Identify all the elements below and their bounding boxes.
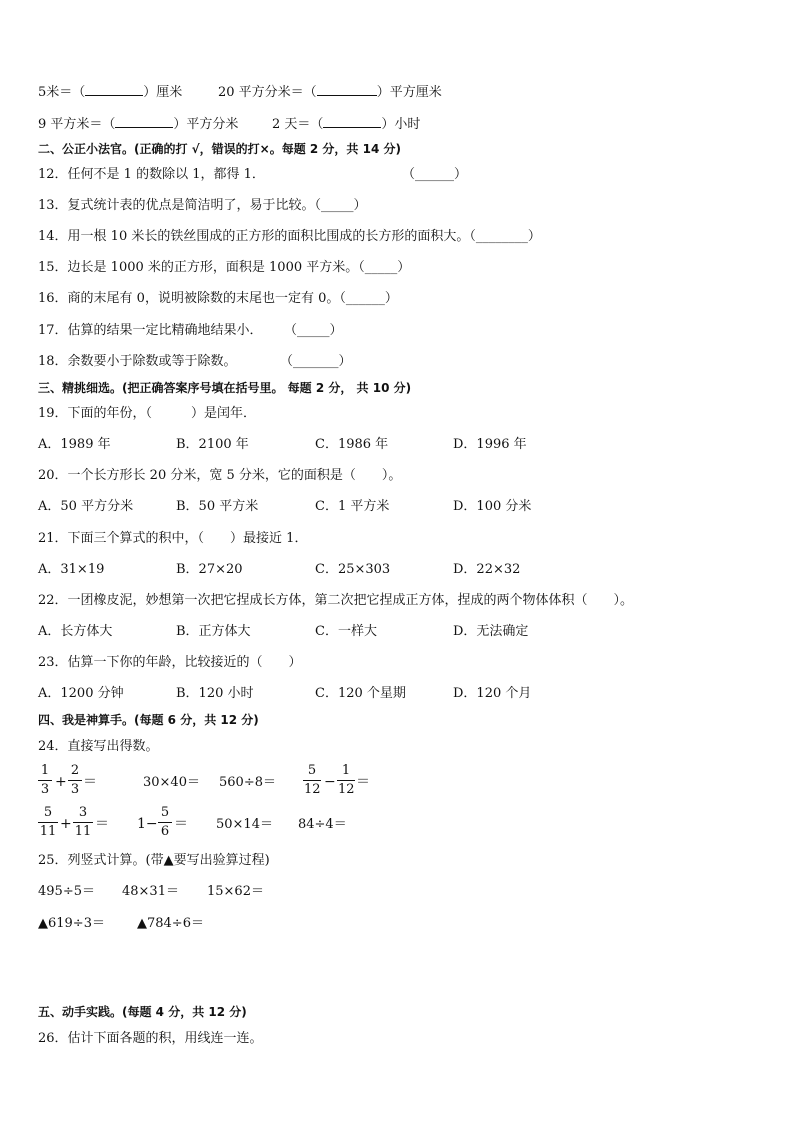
option-d[interactable]: D．120 个月 bbox=[453, 686, 532, 701]
answer-blank[interactable] bbox=[115, 115, 173, 128]
fraction bbox=[38, 805, 58, 840]
answer-bracket[interactable]: （_______） bbox=[280, 354, 352, 369]
operator: + bbox=[55, 774, 67, 790]
fraction-bar bbox=[158, 822, 172, 823]
fraction bbox=[68, 763, 82, 798]
option-a[interactable]: A．长方体大 bbox=[38, 624, 113, 639]
conversion-row-1b bbox=[218, 83, 442, 101]
option-c[interactable]: C．1 平方米 bbox=[315, 499, 390, 514]
vertical-calc: 48×31＝ bbox=[122, 884, 179, 899]
equals: ＝ bbox=[83, 774, 97, 790]
equals: ＝ bbox=[174, 816, 188, 832]
question-25: 25．列竖式计算。(带▲要写出验算过程) bbox=[38, 853, 270, 868]
option-b[interactable]: B．120 小时 bbox=[176, 686, 254, 701]
oral-expression: 84÷4＝ bbox=[298, 817, 347, 832]
question-23: 23．估算一下你的年龄，比较接近的（ ） bbox=[38, 655, 302, 670]
denominator: 6 bbox=[160, 824, 170, 839]
conversion-row-1 bbox=[38, 83, 182, 101]
option-d[interactable]: D．100 分米 bbox=[453, 499, 532, 514]
numerator: 5 bbox=[43, 805, 53, 820]
conversion-unit: ）小时 bbox=[381, 117, 421, 132]
option-c[interactable]: C．25×303 bbox=[315, 562, 391, 577]
equals: ＝ bbox=[356, 774, 370, 790]
option-b[interactable]: B．50 平方米 bbox=[176, 499, 259, 514]
fraction bbox=[73, 805, 93, 840]
option-a[interactable]: A．1989 年 bbox=[38, 437, 111, 452]
fraction-bar bbox=[337, 780, 355, 781]
denominator: 12 bbox=[338, 782, 355, 797]
question-21: 21．下面三个算式的积中，（ ）最接近 1． bbox=[38, 531, 308, 546]
option-c[interactable]: C．一样大 bbox=[315, 624, 377, 639]
denominator: 3 bbox=[40, 782, 50, 797]
option-a[interactable]: A．31×19 bbox=[38, 562, 105, 577]
fraction bbox=[158, 805, 172, 840]
numerator: 2 bbox=[70, 763, 80, 778]
question-24: 24．直接写出得数。 bbox=[38, 739, 159, 754]
section-4-heading: 四、我是神算手。(每题 6 分，共 12 分) bbox=[38, 713, 259, 727]
fraction-bar bbox=[38, 822, 58, 823]
answer-blank[interactable] bbox=[323, 115, 381, 128]
fraction-bar bbox=[303, 780, 321, 781]
vertical-calc-check: ▲619÷3＝ bbox=[38, 916, 105, 931]
option-b[interactable]: B．27×20 bbox=[176, 562, 243, 577]
conversion-row-2b bbox=[272, 115, 420, 133]
numerator: 1 bbox=[341, 763, 351, 778]
section-3-heading: 三、精挑细选。(把正确答案序号填在括号里。 每题 2 分， 共 10 分) bbox=[38, 381, 412, 395]
conversion-label: 20 平方分米＝（ bbox=[218, 85, 317, 100]
fraction bbox=[38, 763, 52, 798]
section-2-heading: 二、公正小法官。(正确的打 √，错误的打×。每题 2 分，共 14 分) bbox=[38, 142, 401, 156]
conversion-unit: ）厘米 bbox=[143, 85, 183, 100]
vertical-calc: 495÷5＝ bbox=[38, 884, 95, 899]
answer-bracket[interactable]: （_____） bbox=[314, 198, 367, 213]
option-b[interactable]: B．2100 年 bbox=[176, 437, 249, 452]
question-12: 12．任何不是 1 的数除以 1，都得 1． bbox=[38, 167, 265, 182]
conversion-unit: ）平方厘米 bbox=[376, 85, 442, 100]
question-22: 22．一团橡皮泥，妙想第一次把它捏成长方体，第二次把它捏成正方体，捏成的两个物体体积（ ）。 bbox=[38, 593, 634, 608]
numerator: 5 bbox=[307, 763, 317, 778]
option-a[interactable]: A．1200 分钟 bbox=[38, 686, 124, 701]
oral-expression: 1− bbox=[137, 816, 158, 832]
answer-bracket[interactable]: （_____） bbox=[284, 323, 343, 338]
conversion-unit: ）平方分米 bbox=[173, 117, 239, 132]
conversion-label: 2 天＝（ bbox=[272, 117, 324, 132]
numerator: 5 bbox=[160, 805, 170, 820]
question-16 bbox=[38, 291, 398, 307]
fraction-bar bbox=[38, 780, 52, 781]
conversion-label: 5米＝（ bbox=[38, 85, 86, 100]
vertical-calc: 15×62＝ bbox=[207, 884, 264, 899]
conversion-label: 9 平方米＝（ bbox=[38, 117, 116, 132]
question-text: 15．边长是 1000 米的正方形，面积是 1000 平方米。 bbox=[38, 260, 359, 275]
numerator: 1 bbox=[40, 763, 50, 778]
option-d[interactable]: D．22×32 bbox=[453, 562, 521, 577]
oral-expression: 30×40＝ bbox=[143, 775, 200, 790]
equals: ＝ bbox=[95, 816, 109, 832]
option-d[interactable]: D．无法确定 bbox=[453, 624, 529, 639]
question-text: 16．商的末尾有 0，说明被除数的末尾也一定有 0。 bbox=[38, 291, 340, 306]
question-text: 13．复式统计表的优点是简洁明了，易于比较。 bbox=[38, 198, 315, 213]
operator: + bbox=[60, 816, 72, 832]
question-19: 19．下面的年份，（ ）是闰年． bbox=[38, 406, 257, 421]
option-c[interactable]: C．1986 年 bbox=[315, 437, 389, 452]
option-c[interactable]: C．120 个星期 bbox=[315, 686, 406, 701]
numerator: 3 bbox=[78, 805, 88, 820]
fraction-bar bbox=[73, 822, 93, 823]
fraction bbox=[337, 763, 355, 798]
option-a[interactable]: A．50 平方分米 bbox=[38, 499, 134, 514]
answer-bracket[interactable]: （______） bbox=[402, 167, 468, 182]
denominator: 11 bbox=[74, 824, 92, 839]
question-17: 17．估算的结果一定比精确地结果小． bbox=[38, 323, 263, 338]
vertical-calc-check: ▲784÷6＝ bbox=[137, 916, 204, 931]
question-15 bbox=[38, 260, 410, 276]
answer-bracket[interactable]: （_____） bbox=[358, 260, 411, 275]
answer-blank[interactable] bbox=[317, 83, 377, 96]
option-d[interactable]: D．1996 年 bbox=[453, 437, 527, 452]
option-b[interactable]: B．正方体大 bbox=[176, 624, 251, 639]
operator: − bbox=[324, 774, 336, 790]
question-13 bbox=[38, 198, 367, 214]
oral-expression: 560÷8＝ bbox=[219, 775, 276, 790]
question-26: 26．估计下面各题的积，用线连一连。 bbox=[38, 1031, 263, 1046]
question-18: 18．余数要小于除数或等于除数。 bbox=[38, 354, 237, 369]
answer-bracket[interactable]: （______） bbox=[339, 291, 398, 306]
conversion-row-2 bbox=[38, 115, 238, 133]
oral-expression: 50×14＝ bbox=[216, 817, 273, 832]
question-14 bbox=[38, 229, 541, 245]
question-text: 14．用一根 10 米长的铁丝围成的正方形的面积比围成的长方形的面积大。 bbox=[38, 229, 470, 244]
fraction-bar bbox=[68, 780, 82, 781]
answer-blank[interactable] bbox=[85, 83, 143, 96]
answer-bracket[interactable]: （________） bbox=[469, 229, 541, 244]
question-20: 20．一个长方形长 20 分米，宽 5 分米，它的面积是（ ）。 bbox=[38, 468, 402, 483]
denominator: 3 bbox=[70, 782, 80, 797]
section-5-heading: 五、动手实践。(每题 4 分，共 12 分) bbox=[38, 1005, 247, 1019]
fraction bbox=[303, 763, 321, 798]
denominator: 12 bbox=[304, 782, 321, 797]
denominator: 11 bbox=[39, 824, 57, 839]
